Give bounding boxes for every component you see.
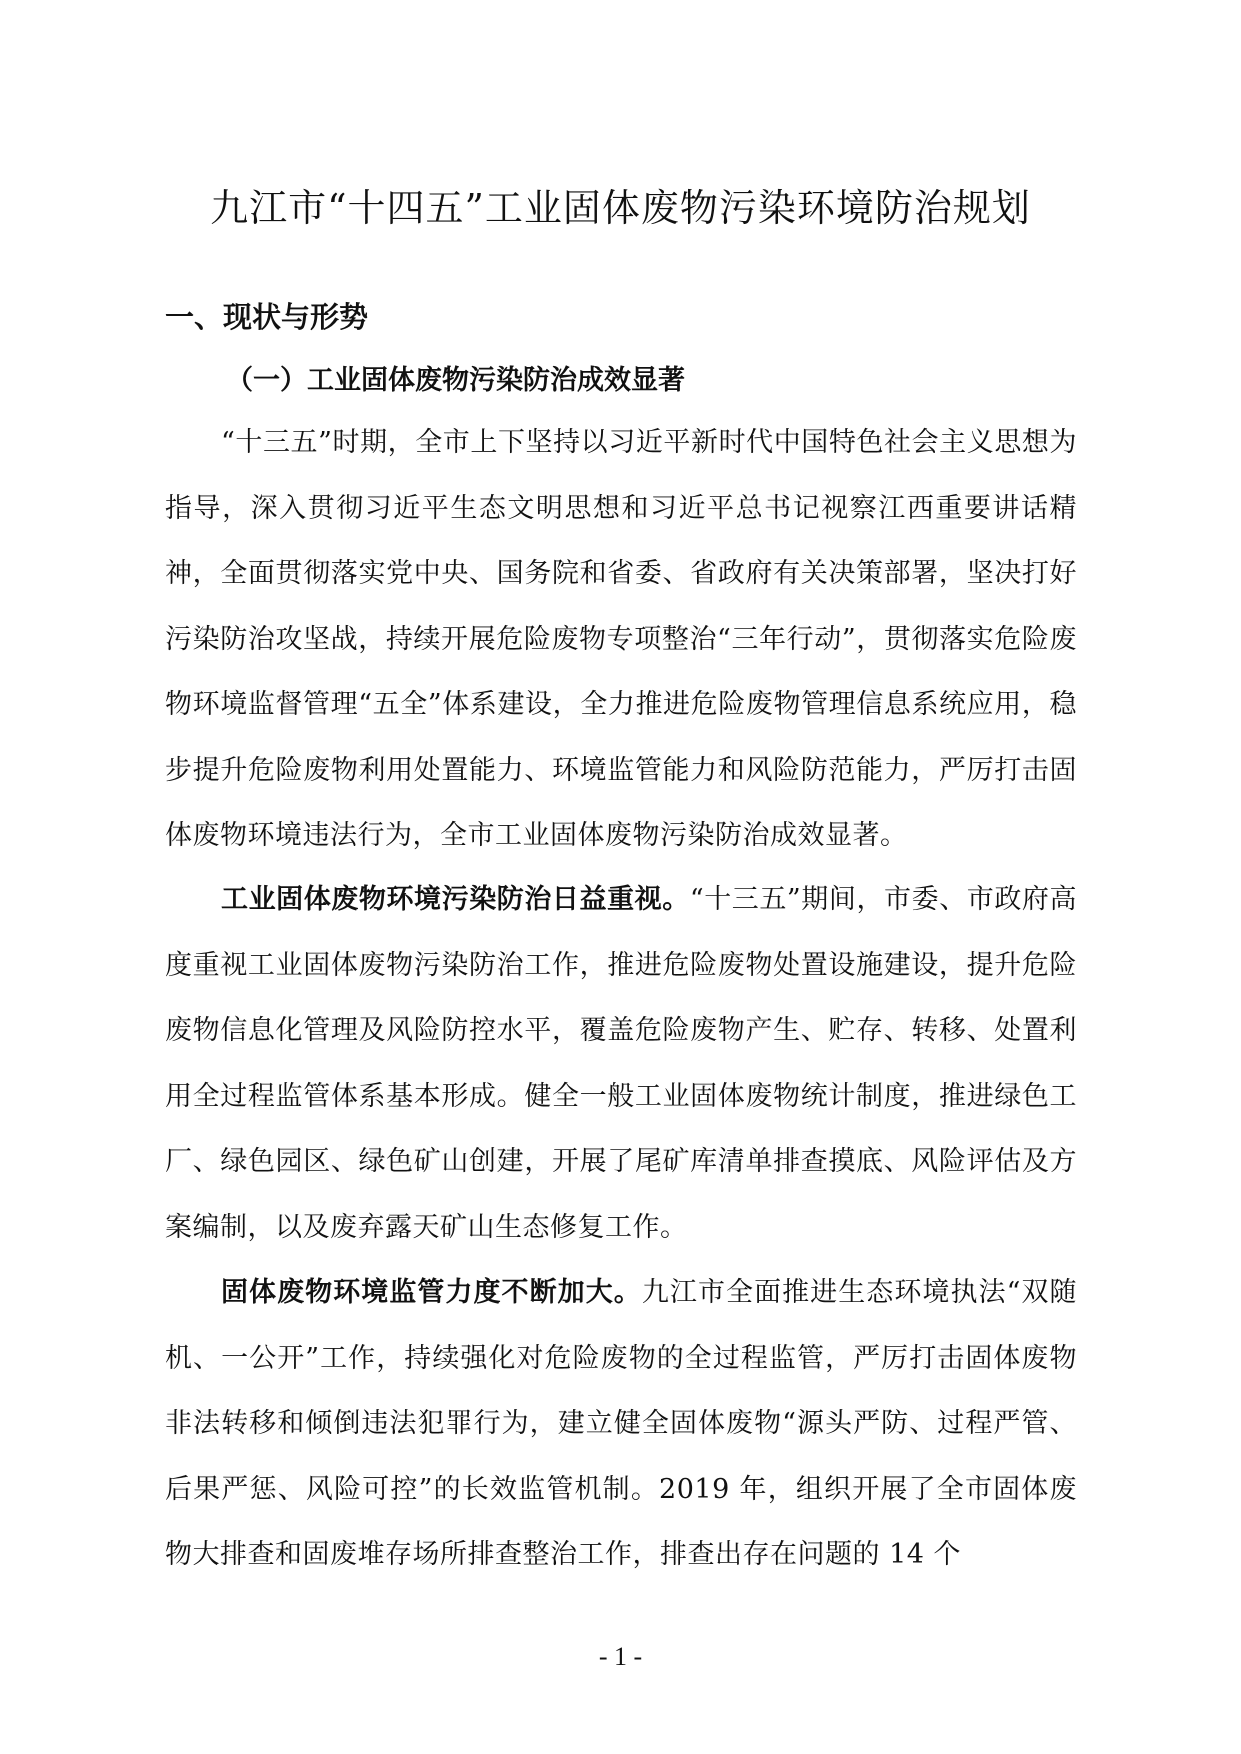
paragraph-1: [165, 410, 1077, 869]
paragraph-3-lead: 固体废物环境监管力度不断加大。: [221, 1277, 642, 1308]
document-title: 九江市“十四五”工业固体废物污染环境防治规划: [210, 186, 1031, 230]
page-number: - 1 -: [598, 1642, 643, 1671]
paragraph-1-text: “十三五”时期，全市上下坚持以习近平新时代中国特色社会主义思想为指导，深入贯彻习近平生态文明思想和习近平总书记视察江西重要讲话精神，全面贯彻落实党中央、国务院和省委、省政府有关决策部署，坚决打好污染防治攻坚战，持续开展危险废物专项整治“三年行动”，贯彻落实危险废物环境监督管理“五全”体系建设，全力推进危险废物管理信息系统应用，稳步提升危险废物利用处置能力、环境监管能力和风险防范能力，严厉打击固体废物环境违法行为，全市工业固体废物污染防治成效显著。: [165, 427, 1077, 851]
paragraph-2-lead: 工业固体废物环境污染防治日益重视。: [221, 884, 690, 915]
paragraph-3: [165, 1260, 1077, 1588]
paragraph-2: [165, 867, 1077, 1260]
section-heading: 一、现状与形势: [165, 300, 369, 334]
paragraph-2-text: “十三五”期间，市委、市政府高度重视工业固体废物污染防治工作，推进危险废物处置设施建设，提升危险废物信息化管理及风险防控水平，覆盖危险废物产生、贮存、转移、处置利用全过程监管体系基本形成。健全一般工业固体废物统计制度，推进绿色工厂、绿色园区、绿色矿山创建，开展了尾矿库清单排查摸底、风险评估及方案编制，以及废弃露天矿山生态修复工作。: [165, 884, 1077, 1243]
subsection-heading: （一）工业固体废物污染防治成效显著: [226, 365, 685, 396]
paragraph-3-text: 九江市全面推进生态环境执法“双随机、一公开”工作，持续强化对危险废物的全过程监管，严厉打击固体废物非法转移和倾倒违法犯罪行为，建立健全固体废物“源头严防、过程严管、后果严惩、风险可控”的长效监管机制。2019 年，组织开展了全市固体废物大排查和固废堆存场所排查整治工作，排查出存在问题的 14 个: [165, 1277, 1077, 1570]
